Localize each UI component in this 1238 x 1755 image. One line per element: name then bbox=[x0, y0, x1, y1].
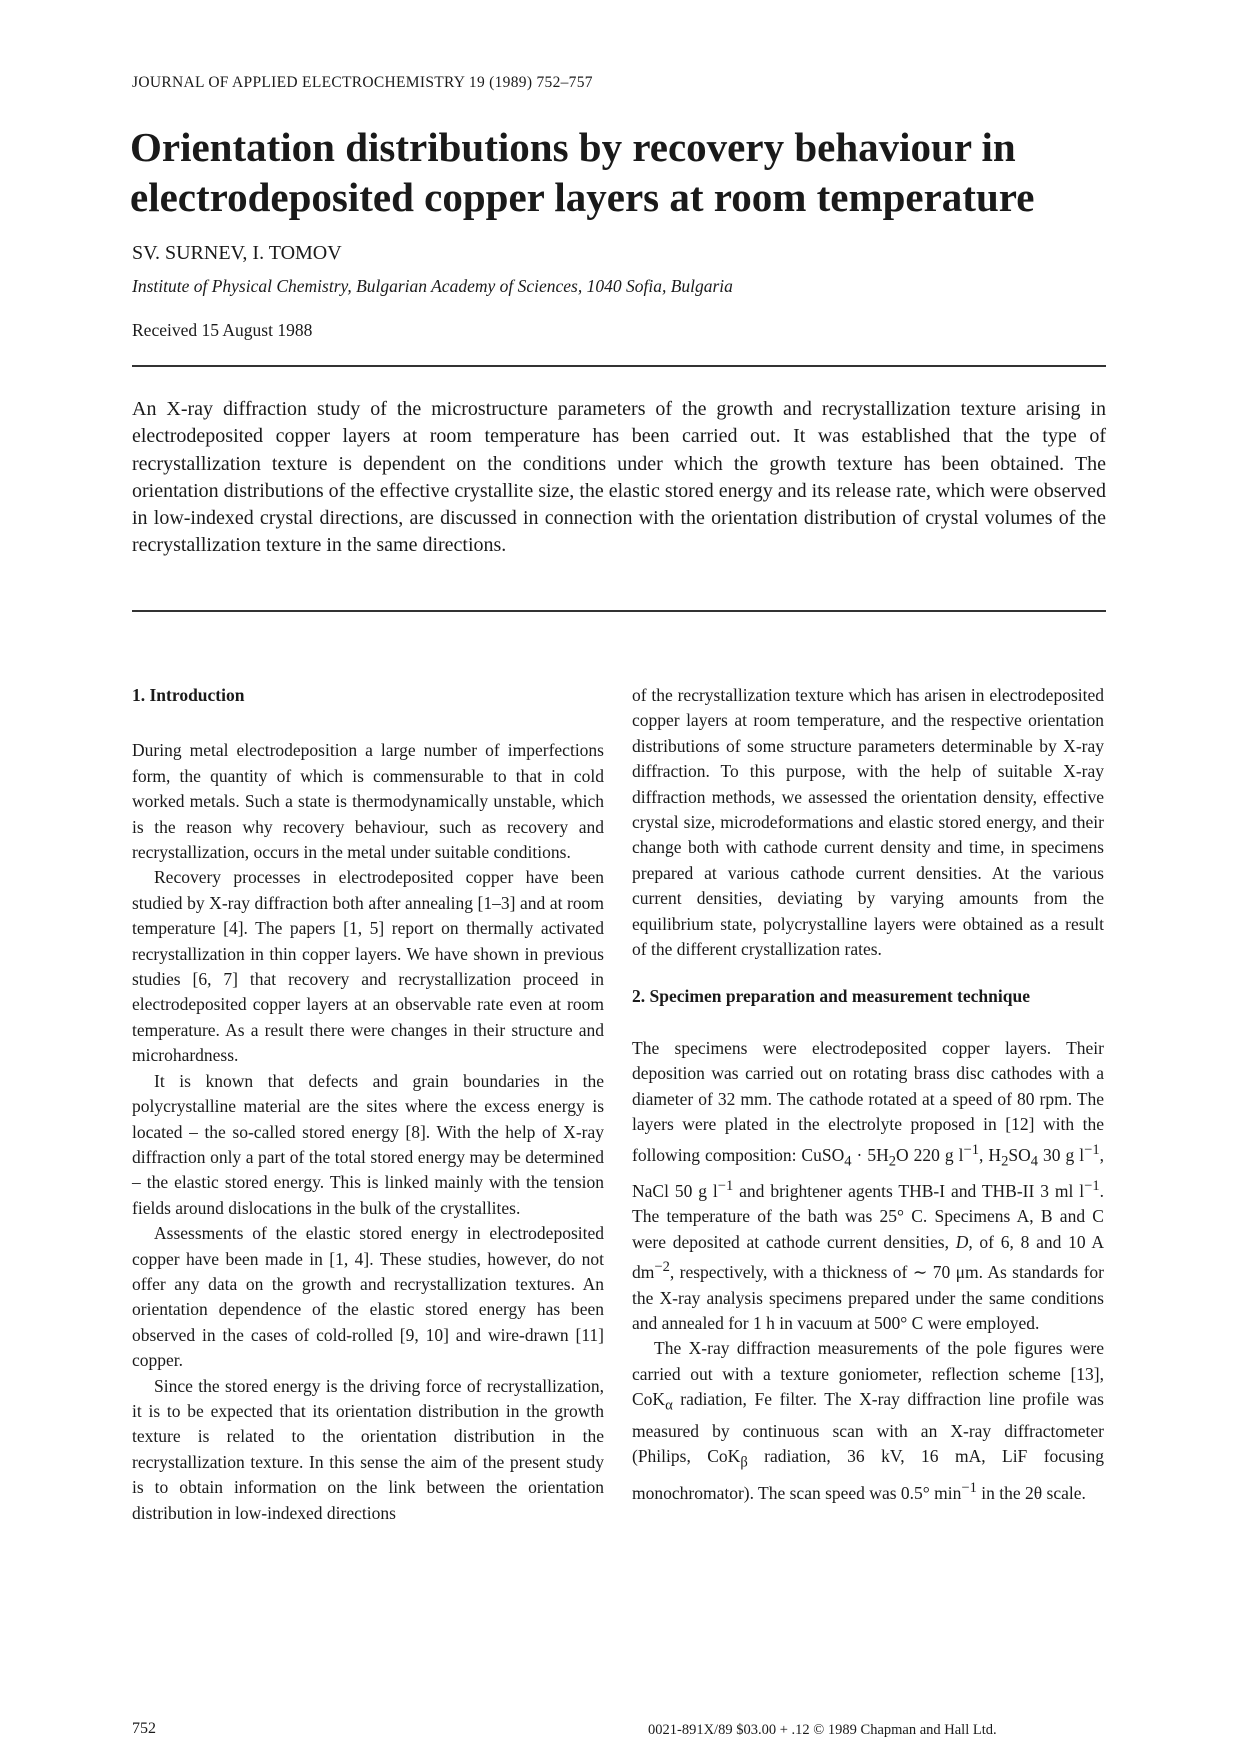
right-column bbox=[632, 683, 1104, 1507]
journal-header: JOURNAL OF APPLIED ELECTROCHEMISTRY 19 (1989) 752–757 bbox=[132, 74, 593, 91]
left-column bbox=[132, 683, 604, 1526]
paragraph: Assessments of the elastic stored energy in electrodeposited copper have been made in [1, 4]. These studies, however, do not offer any data on the growth and recrystallization textures. An orientation dependence of the elastic stored energy has been observed in the cases of cold-rolled [9, 10] and wire-drawn [11] copper. bbox=[132, 1223, 604, 1371]
section-heading-specimen: 2. Specimen preparation and measurement technique bbox=[632, 986, 1030, 1007]
paragraph: The X-ray diffraction measurements of the pole figures were carried out with a texture goniometer, reflection scheme [13], CoK$_\alpha$ radiation, Fe filter. The X-ray diffraction line profile was measured by continuous scan with an X-ray diffractometer (Philips, CoK$_\beta$ radiation, 36 kV, 16 mA, LiF focusing monochromator). The scan speed was 0.5° $\min^{-1}$ in the 2θ scale. bbox=[632, 1338, 1104, 1504]
bottom-rule bbox=[132, 610, 1106, 612]
affiliation: Institute of Physical Chemistry, Bulgarian Academy of Sciences, 1040 Sofia, Bulgaria bbox=[132, 276, 733, 296]
article-title: Orientation distributions by recovery behaviour in electrodeposited copper layers at room temperature bbox=[130, 124, 1035, 220]
top-rule bbox=[132, 365, 1106, 367]
paragraph: It is known that defects and grain boundaries in the polycrystalline material are the sites where the excess energy is located – the so-called stored energy [8]. With the help of X-ray diffraction only a part of the total stored energy may be determined – the elastic stored energy. This is linked mainly with the tension fields around dislocations in the bulk of the crystallites. bbox=[132, 1070, 604, 1218]
paragraph-continuation: of the recrystallization texture which has arisen in electrodeposited copper layers at room temperature, and the respective orientation distributions of some structure parameters determinable by X-ray diffraction. To this purpose, with the help of suitable X-ray diffraction methods, we assessed the orientation density, effective crystal size, microdeformations and elastic stored energy, and their change both with cathode current density and time, in specimens prepared at various cathode current densities. At the various current densities, deviating by varying amounts from the equilibrium state, polycrystalline layers were obtained as a result of the different crystallization rates. bbox=[632, 685, 1104, 960]
authors: SV. SURNEV, I. TOMOV bbox=[132, 242, 342, 264]
paragraph: The specimens were electrodeposited copper layers. Their deposition was carried out on rotating brass disc cathodes with a diameter of 32 mm. The cathode rotated at a speed of 80 rpm. The layers were plated in the electrolyte proposed in [12] with the following composition: CuSO$_4$ · $5H_2O$ 220 g $l^{-1}$, $H_2SO_4$ 30 g $l^{-1}$, NaCl 50 g $l^{-1}$ and brightener agents THB-I and THB-II 3 ml $l^{-1}$. The temperature of the bath was 25° C. Specimens A, B and C were deposited at cathode current densities, D, of 6, 8 and 10 A $dm^{-2}$, respectively, with a thickness of ∼ 70 μm. As standards for the X-ray analysis specimens prepared under the same conditions and annealed for 1 h in vacuum at 500° C were employed. bbox=[632, 1037, 1105, 1333]
section-heading-introduction: 1. Introduction bbox=[132, 685, 245, 705]
received-date: Received 15 August 1988 bbox=[132, 320, 313, 340]
paragraph: During metal electrodeposition a large number of imperfections form, the quantity of which is commensurable to that in cold worked metals. Such a state is thermodynamically unstable, which is the reason why recovery behaviour, such as recovery and recrystallization, occurs in the metal under suitable conditions. bbox=[132, 740, 604, 863]
copyright-line: 0021-891X/89 $03.00 + .12 © 1989 Chapman and Hall Ltd. bbox=[648, 1722, 997, 1738]
abstract: An X-ray diffraction study of the microstructure parameters of the growth and recrystallization texture arising in electrodeposited copper layers at room temperature has been carried out. It was established that the type of recrystallization texture is dependent on the conditions under which the growth texture has been obtained. The orientation distributions of the effective crystallite size, the elastic stored energy and its release rate, which were observed in low-indexed crystal directions, are discussed in connection with the orientation distribution of crystal volumes of the recrystallization texture in the same directions. bbox=[132, 398, 1106, 557]
paragraph: Since the stored energy is the driving force of recrystallization, it is to be expected that its orientation distribution in the growth texture is related to the orientation distribution in the recrystallization texture. In this sense the aim of the present study is to obtain information on the link between the orientation distribution in low-indexed directions bbox=[132, 1375, 604, 1523]
paragraph: Recovery processes in electrodeposited copper have been studied by X-ray diffraction both after annealing [1–3] and at room temperature [4]. The papers [1, 5] report on thermally activated recrystallization in thin copper layers. We have shown in previous studies [6, 7] that recovery and recrystallization proceed in electrodeposited copper layers at an observable rate even at room temperature. As a result there were changes in their structure and microhardness. bbox=[132, 867, 604, 1066]
page-number: 752 bbox=[132, 1720, 156, 1737]
